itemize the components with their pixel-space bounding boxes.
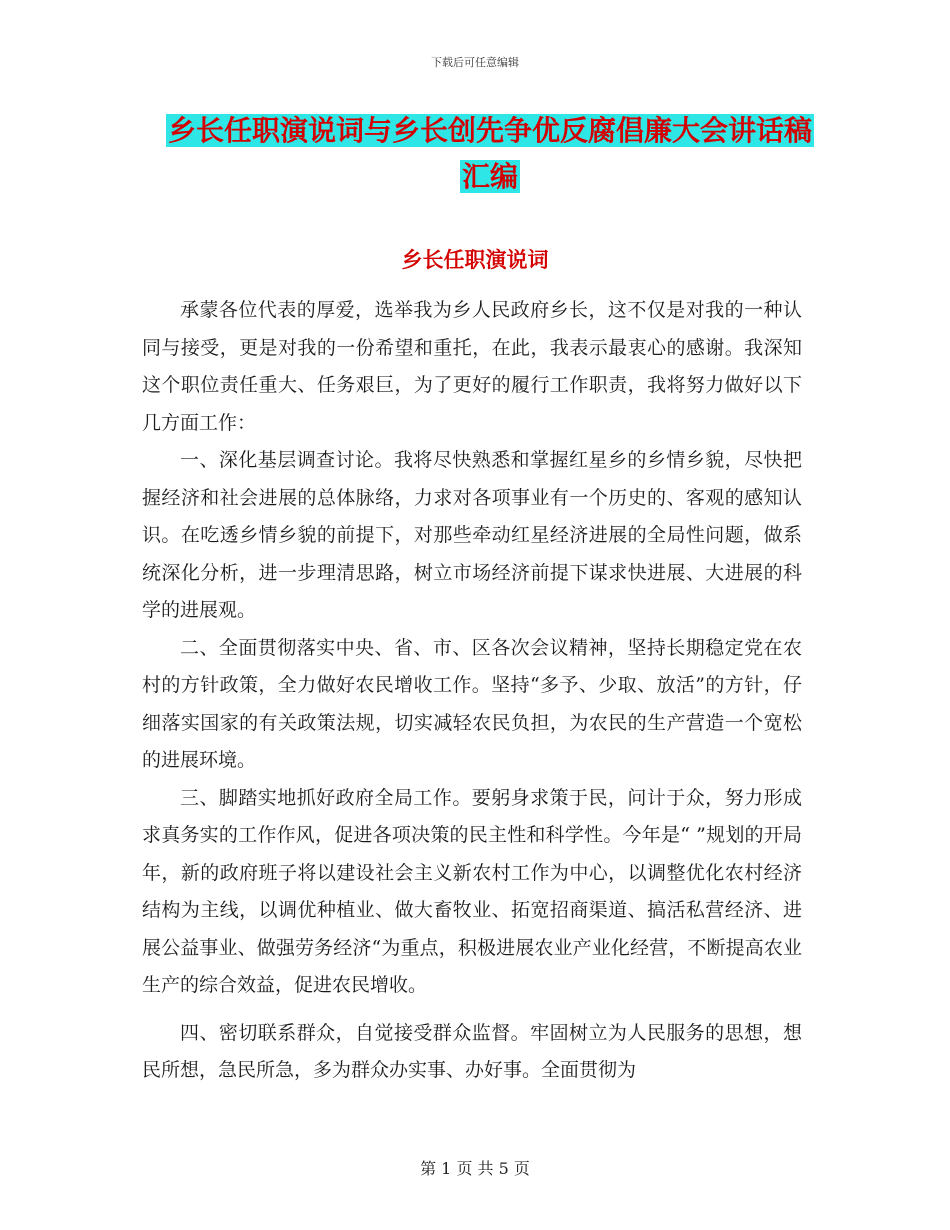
document-title bbox=[140, 108, 840, 200]
document-body bbox=[142, 292, 802, 1090]
paragraph-item-4: 四、密切联系群众，自觉接受群众监督。牢固树立为人民服务的思想，想民所想，急民所急，多为群众办实事、办好事。全面贯彻为 bbox=[142, 1021, 802, 1081]
paragraph-item-2: 二、全面贯彻落实中央、省、市、区各次会议精神，坚持长期稳定党在农村的方针政策，全力做好农民增收工作。坚持“多予、少取、放活”的方针，仔细落实国家的有关政策法规，切实减轻农民负担，为农民的生产营造一个宽松的进展环境。 bbox=[142, 636, 802, 771]
paragraph-item-1: 一、深化基层调查讨论。我将尽快熟悉和掌握红星乡的乡情乡貌，尽快把握经济和社会进展的总体脉络，力求对各项事业有一个历史的、客观的感知认识。在吃透乡情乡貌的前提下，对那些牵动红星经济进展的全局性问题，做系统深化分析，进一步理清思路，树立市场经济前提下谋求快进展、大进展的科学的进展观。 bbox=[142, 449, 802, 621]
page-footer: 第 1 页 共 5 页 bbox=[420, 1159, 530, 1178]
document-title-line-1: 乡长任职演说词与乡长创先争优反腐倡廉大会讲话稿 bbox=[167, 114, 812, 147]
header-note: 下载后可任意编辑 bbox=[431, 56, 519, 69]
paragraph-intro: 承蒙各位代表的厚爱，选举我为乡人民政府乡长，这不仅是对我的一种认同与接受，更是对我的一份希望和重托，在此，我表示最衷心的感谢。我深知这个职位责任重大、任务艰巨，为了更好的履行工作职责，我将努力做好以下几方面工作： bbox=[142, 299, 802, 434]
section-title: 乡长任职演说词 bbox=[401, 248, 549, 272]
paragraph-item-3: 三、脚踏实地抓好政府全局工作。要躬身求策于民，问计于众，努力形成求真务实的工作作风，促进各项决策的民主性和科学性。今年是“ ”规划的开局年，新的政府班子将以建设社会主义新农村工作为中心，以调整优化农村经济结构为主线，以调优种植业、做大畜牧业、拓宽招商渠道、搞活私营经济、进展公益事业、做强劳务经济“为重点，积极进展农业产业化经营，不断提高农业生产的综合效益，促进农民增收。 bbox=[142, 786, 802, 996]
document-title-line-2: 汇编 bbox=[461, 160, 518, 193]
